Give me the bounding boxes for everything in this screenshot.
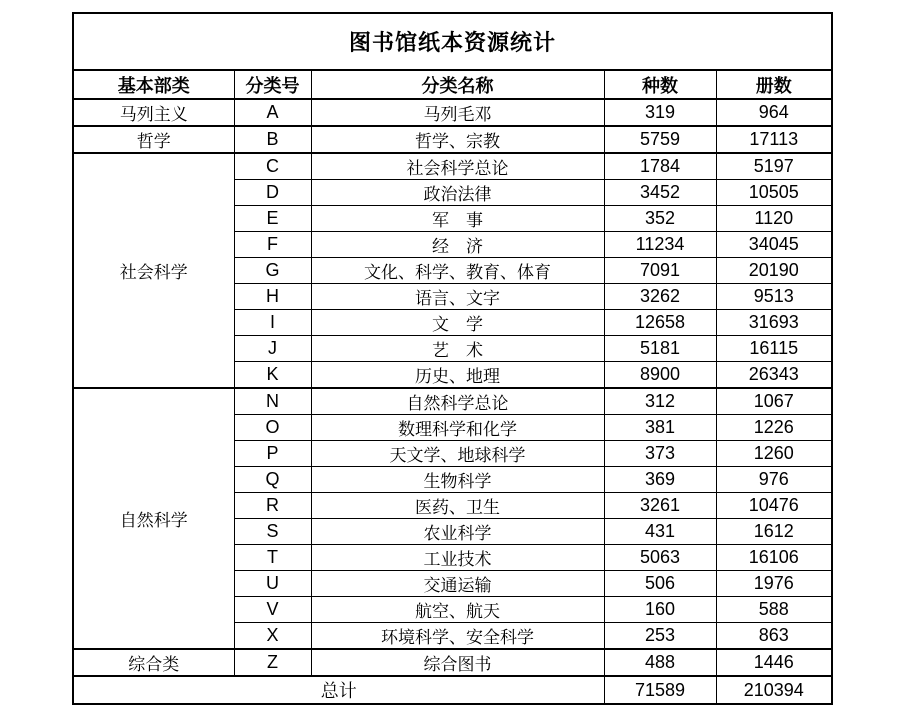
volumes-count-cell: 9513 bbox=[716, 284, 832, 310]
category-cell: 哲学 bbox=[73, 126, 234, 153]
volumes-count-cell: 1260 bbox=[716, 441, 832, 467]
name-cell: 交通运输 bbox=[311, 571, 604, 597]
code-cell: C bbox=[234, 153, 311, 180]
header-cell-category: 基本部类 bbox=[73, 70, 234, 99]
header-cell-name: 分类名称 bbox=[311, 70, 604, 99]
code-cell: F bbox=[234, 232, 311, 258]
volumes-count-cell: 976 bbox=[716, 467, 832, 493]
table-row bbox=[73, 388, 832, 415]
volumes-count-cell: 1612 bbox=[716, 519, 832, 545]
total-label-cell: 总计 bbox=[73, 676, 604, 704]
name-cell: 哲学、宗教 bbox=[311, 126, 604, 153]
name-cell: 艺 术 bbox=[311, 336, 604, 362]
types-count-cell: 5063 bbox=[604, 545, 716, 571]
name-cell: 政治法律 bbox=[311, 180, 604, 206]
table-row bbox=[73, 126, 832, 153]
volumes-count-cell: 26343 bbox=[716, 362, 832, 389]
types-count-cell: 1784 bbox=[604, 153, 716, 180]
code-cell: D bbox=[234, 180, 311, 206]
volumes-count-cell: 1120 bbox=[716, 206, 832, 232]
types-count-cell: 3262 bbox=[604, 284, 716, 310]
types-count-cell: 319 bbox=[604, 99, 716, 126]
name-cell: 医药、卫生 bbox=[311, 493, 604, 519]
name-cell: 天文学、地球科学 bbox=[311, 441, 604, 467]
name-cell: 自然科学总论 bbox=[311, 388, 604, 415]
code-cell: B bbox=[234, 126, 311, 153]
name-cell: 文 学 bbox=[311, 310, 604, 336]
code-cell: K bbox=[234, 362, 311, 389]
volumes-count-cell: 20190 bbox=[716, 258, 832, 284]
code-cell: S bbox=[234, 519, 311, 545]
volumes-count-cell: 16115 bbox=[716, 336, 832, 362]
types-count-cell: 373 bbox=[604, 441, 716, 467]
types-count-cell: 8900 bbox=[604, 362, 716, 389]
name-cell: 数理科学和化学 bbox=[311, 415, 604, 441]
code-cell: J bbox=[234, 336, 311, 362]
volumes-count-cell: 863 bbox=[716, 623, 832, 650]
header-row bbox=[73, 70, 832, 99]
types-count-cell: 312 bbox=[604, 388, 716, 415]
name-cell: 环境科学、安全科学 bbox=[311, 623, 604, 650]
types-count-cell: 11234 bbox=[604, 232, 716, 258]
category-cell: 自然科学 bbox=[73, 388, 234, 649]
name-cell: 文化、科学、教育、体育 bbox=[311, 258, 604, 284]
code-cell: Q bbox=[234, 467, 311, 493]
types-count-cell: 160 bbox=[604, 597, 716, 623]
code-cell: H bbox=[234, 284, 311, 310]
volumes-count-cell: 34045 bbox=[716, 232, 832, 258]
category-cell: 马列主义 bbox=[73, 99, 234, 126]
name-cell: 语言、文字 bbox=[311, 284, 604, 310]
types-count-cell: 253 bbox=[604, 623, 716, 650]
header-cell-types: 种数 bbox=[604, 70, 716, 99]
code-cell: X bbox=[234, 623, 311, 650]
name-cell: 综合图书 bbox=[311, 649, 604, 676]
types-count-cell: 506 bbox=[604, 571, 716, 597]
name-cell: 航空、航天 bbox=[311, 597, 604, 623]
name-cell: 社会科学总论 bbox=[311, 153, 604, 180]
name-cell: 工业技术 bbox=[311, 545, 604, 571]
name-cell: 马列毛邓 bbox=[311, 99, 604, 126]
code-cell: N bbox=[234, 388, 311, 415]
volumes-count-cell: 31693 bbox=[716, 310, 832, 336]
volumes-count-cell: 10505 bbox=[716, 180, 832, 206]
table-row bbox=[73, 153, 832, 180]
title-row bbox=[73, 13, 832, 70]
code-cell: V bbox=[234, 597, 311, 623]
volumes-count-cell: 16106 bbox=[716, 545, 832, 571]
volumes-count-cell: 17113 bbox=[716, 126, 832, 153]
volumes-count-cell: 588 bbox=[716, 597, 832, 623]
volumes-count-cell: 1067 bbox=[716, 388, 832, 415]
header-cell-code: 分类号 bbox=[234, 70, 311, 99]
library-stats-table bbox=[72, 12, 833, 705]
types-count-cell: 369 bbox=[604, 467, 716, 493]
header-cell-volumes: 册数 bbox=[716, 70, 832, 99]
volumes-count-cell: 5197 bbox=[716, 153, 832, 180]
code-cell: A bbox=[234, 99, 311, 126]
name-cell: 军 事 bbox=[311, 206, 604, 232]
code-cell: Z bbox=[234, 649, 311, 676]
types-count-cell: 5181 bbox=[604, 336, 716, 362]
types-count-cell: 5759 bbox=[604, 126, 716, 153]
code-cell: R bbox=[234, 493, 311, 519]
total-types-cell: 71589 bbox=[604, 676, 716, 704]
volumes-count-cell: 1976 bbox=[716, 571, 832, 597]
volumes-count-cell: 1226 bbox=[716, 415, 832, 441]
code-cell: U bbox=[234, 571, 311, 597]
code-cell: T bbox=[234, 545, 311, 571]
types-count-cell: 381 bbox=[604, 415, 716, 441]
code-cell: I bbox=[234, 310, 311, 336]
types-count-cell: 7091 bbox=[604, 258, 716, 284]
code-cell: P bbox=[234, 441, 311, 467]
table-row bbox=[73, 649, 832, 676]
table-title: 图书馆纸本资源统计 bbox=[73, 13, 832, 70]
name-cell: 经 济 bbox=[311, 232, 604, 258]
volumes-count-cell: 964 bbox=[716, 99, 832, 126]
types-count-cell: 488 bbox=[604, 649, 716, 676]
total-row bbox=[73, 676, 832, 704]
volumes-count-cell: 10476 bbox=[716, 493, 832, 519]
table-row bbox=[73, 99, 832, 126]
types-count-cell: 3261 bbox=[604, 493, 716, 519]
code-cell: G bbox=[234, 258, 311, 284]
code-cell: O bbox=[234, 415, 311, 441]
types-count-cell: 431 bbox=[604, 519, 716, 545]
types-count-cell: 3452 bbox=[604, 180, 716, 206]
category-cell: 综合类 bbox=[73, 649, 234, 676]
volumes-count-cell: 1446 bbox=[716, 649, 832, 676]
name-cell: 生物科学 bbox=[311, 467, 604, 493]
code-cell: E bbox=[234, 206, 311, 232]
name-cell: 历史、地理 bbox=[311, 362, 604, 389]
total-volumes-cell: 210394 bbox=[716, 676, 832, 704]
types-count-cell: 12658 bbox=[604, 310, 716, 336]
name-cell: 农业科学 bbox=[311, 519, 604, 545]
category-cell: 社会科学 bbox=[73, 153, 234, 388]
types-count-cell: 352 bbox=[604, 206, 716, 232]
